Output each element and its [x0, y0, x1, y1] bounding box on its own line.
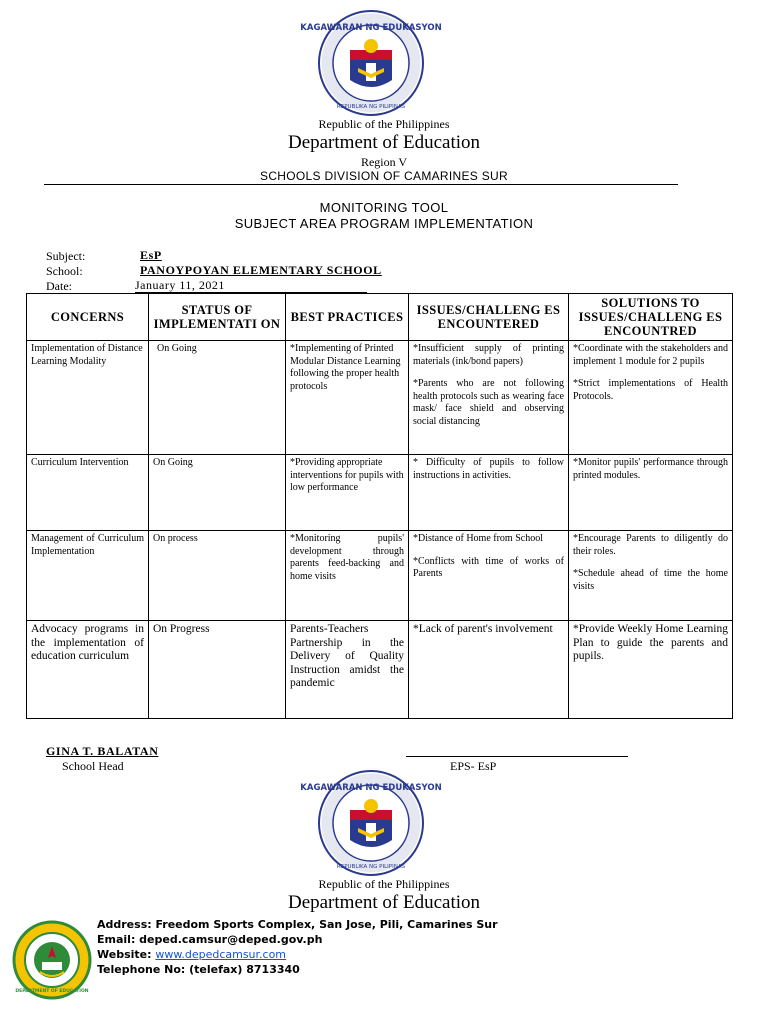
cell-status: On process [149, 531, 286, 621]
cell-solutions: *Monitor pupils' performance through printed modules. [569, 455, 733, 531]
eps-role: EPS- EsP [450, 759, 497, 773]
cell-issues [409, 341, 569, 455]
cell-practices: *Monitoring pupils' development through parents feed-backing and home visits [286, 531, 409, 621]
header-best-practices: BEST PRACTICES [286, 294, 409, 341]
date-value: January 11, 2021 [135, 279, 367, 293]
footer-email: Email: deped.camsur@deped.gov.ph [97, 933, 323, 946]
table-row [27, 341, 733, 455]
subject-label: Subject: [46, 249, 86, 263]
footer-website-label: Website: [97, 948, 152, 961]
issue-item: *Distance of Home from School [413, 533, 543, 544]
document-subtitle: SUBJECT AREA PROGRAM IMPLEMENTATION [234, 216, 534, 231]
seal-top-text: KAGAWARAN NG EDUKASYON [300, 23, 442, 33]
table-header-row [27, 294, 733, 341]
seal-bottom-text: REPUBLIKA NG PILIPINAS [336, 104, 406, 110]
header-divider [44, 184, 678, 185]
header-status: STATUS OF IMPLEMENTATI ON [149, 294, 286, 341]
solution-item: *Coordinate with the stakeholders and implement 1 module for 2 pupils [573, 343, 728, 367]
solution-item: *Encourage Parents to diligently do their roles. [573, 533, 728, 557]
cell-issues: *Lack of parent's involvement [409, 621, 569, 719]
table-row [27, 455, 733, 531]
division-logo-bottom-text: DEPARTMENT OF EDUCATION [15, 989, 89, 994]
header-republic: Republic of the Philippines [318, 117, 450, 131]
document-title: MONITORING TOOL [319, 200, 449, 215]
cell-concern: Curriculum Intervention [27, 455, 149, 531]
cell-practices: Parents-Teachers Partnership in the Delivery of Quality Instruction amidst the pandemic [286, 621, 409, 719]
deped-seal-logo [300, 8, 442, 118]
issue-item: *Conflicts with time of works of Parents [413, 555, 564, 579]
footer-address: Address: Freedom Sports Complex, San Jose, Pili, Camarines Sur [97, 918, 498, 931]
table-row [27, 621, 733, 719]
header-concerns: CONCERNS [27, 294, 149, 341]
footer-telephone: Telephone No: (telefax) 8713340 [97, 963, 300, 976]
issue-item: *Insufficient supply of printing materials (ink/bond papers) [413, 343, 564, 367]
solution-item: *Strict implementations of Health Protocols. [573, 378, 728, 402]
cell-status: On Going [149, 341, 286, 455]
deped-seal-logo-footer [300, 768, 442, 878]
header-solutions: SOLUTIONS TO ISSUES/CHALLENG ES ENCOUNTRED [569, 294, 733, 341]
footer-website-link[interactable]: www.depedcamsur.com [155, 948, 287, 961]
school-value: PANOYPOYAN ELEMENTARY SCHOOL [140, 263, 382, 277]
table-row [27, 531, 733, 621]
date-label: Date: [46, 279, 72, 293]
cell-concern: Implementation of Distance Learning Modality [27, 341, 149, 455]
issue-item: *Parents who are not following health protocols such as wearing face mask/ face shield and observing social distancing [413, 378, 564, 427]
cell-practices: *Providing appropriate interventions for pupils with low performance [286, 455, 409, 531]
school-label: School: [46, 264, 83, 278]
school-head-role: School Head [62, 759, 124, 773]
school-head-name: GINA T. BALATAN [46, 744, 159, 758]
footer-republic: Republic of the Philippines [318, 877, 450, 891]
cell-status: On Progress [149, 621, 286, 719]
monitoring-table [26, 293, 733, 719]
cell-solutions: *Provide Weekly Home Learning Plan to guide the parents and pupils. [569, 621, 733, 719]
seal-bottom-text: REPUBLIKA NG PILIPINAS [336, 864, 406, 870]
cell-practices: *Implementing of Printed Modular Distance Learning following the proper health protocols [286, 341, 409, 455]
cell-solutions [569, 341, 733, 455]
subject-value: EsP [140, 248, 162, 262]
cell-concern: Advocacy programs in the implementation of education curriculum [27, 621, 149, 719]
cell-issues [409, 531, 569, 621]
cell-status: On Going [149, 455, 286, 531]
header-region: Region V [360, 155, 408, 169]
solution-item: *Schedule ahead of time the home visits [573, 568, 728, 592]
cell-solutions [569, 531, 733, 621]
footer-website [97, 948, 286, 961]
footer-department: Department of Education [287, 892, 481, 913]
division-logo [12, 920, 92, 1000]
cell-concern: Management of Curriculum Implementation [27, 531, 149, 621]
eps-signature-line [406, 756, 628, 757]
header-division: SCHOOLS DIVISION OF CAMARINES SUR [260, 169, 508, 183]
cell-issues: * Difficulty of pupils to follow instructions in activities. [409, 455, 569, 531]
seal-top-text: KAGAWARAN NG EDUKASYON [300, 783, 442, 793]
header-department: Department of Education [287, 132, 481, 153]
header-issues: ISSUES/CHALLENG ES ENCOUNTERED [409, 294, 569, 341]
